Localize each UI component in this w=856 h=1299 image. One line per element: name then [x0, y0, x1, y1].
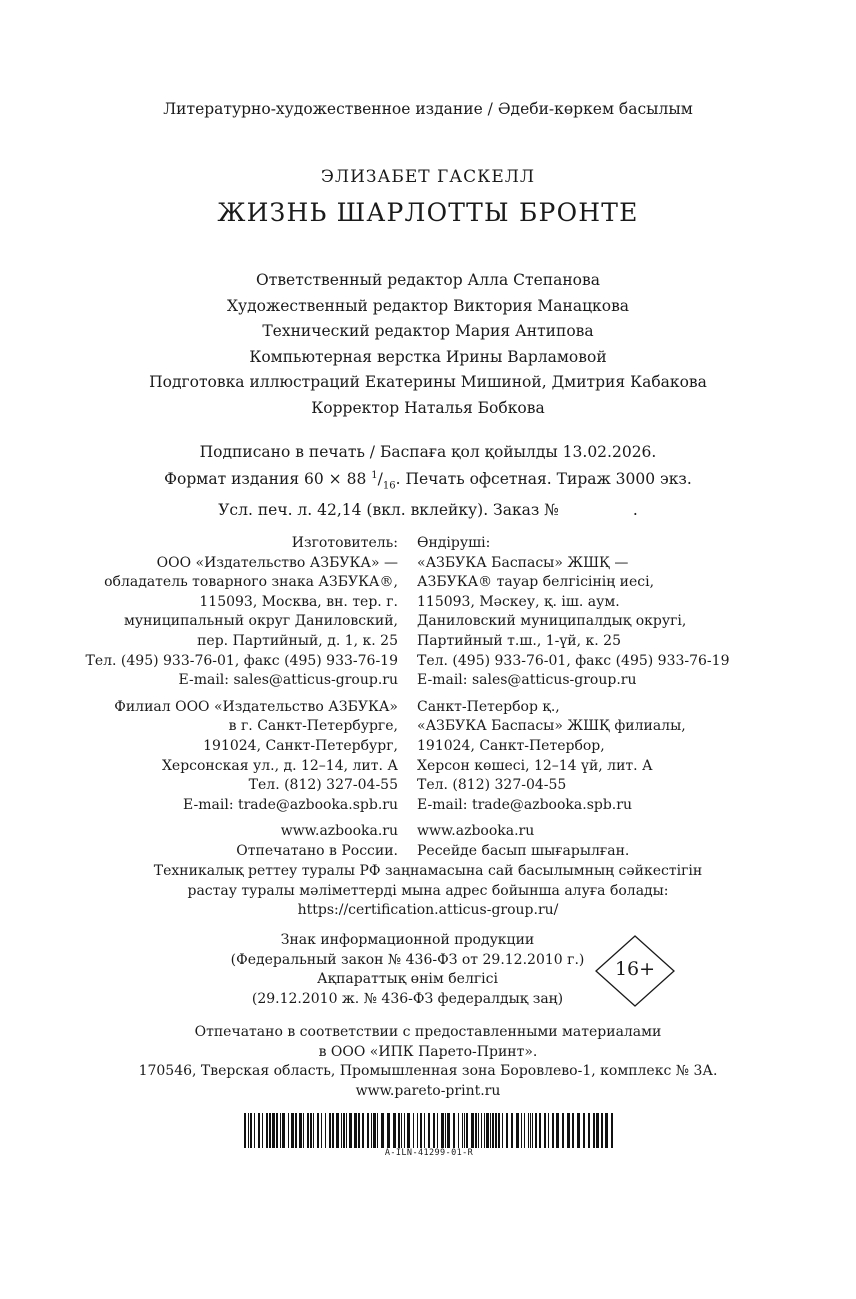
- text-line: муниципальный округ Даниловский,: [123, 613, 398, 630]
- publisher-info-russian: [86, 534, 398, 869]
- barcode-bar: [475, 1113, 477, 1148]
- barcode-bar: [413, 1113, 414, 1148]
- barcode-bar: [601, 1113, 603, 1148]
- credit-line: Ответственный редактор Алла Степанова: [256, 271, 600, 289]
- website-line: www.azbooka.ru: [280, 823, 398, 840]
- text-line: Даниловский муниципалдық округі,: [417, 613, 687, 630]
- barcode-bar: [502, 1113, 503, 1148]
- barcode-bar: [321, 1113, 322, 1148]
- text-line: 170546, Тверская область, Промышленная зона Боровлево-1, комплекс № 3А.: [138, 1063, 718, 1080]
- printer-website: www.pareto-print.ru: [355, 1082, 501, 1099]
- barcode-bar: [282, 1113, 285, 1148]
- barcode-bar: [310, 1113, 312, 1148]
- book-title: ЖИЗНЬ ШАРЛОТТЫ БРОНТЕ: [217, 198, 639, 227]
- barcode-bar: [358, 1113, 360, 1148]
- format-fraction-den: 16: [382, 480, 396, 492]
- series-line: Литературно-художественное издание / Әдеби-көркем басылым: [163, 100, 693, 118]
- barcode-bar: [398, 1113, 400, 1148]
- text-line: Ресейде басып шығарылған.: [417, 842, 630, 859]
- barcode-bar: [280, 1113, 281, 1148]
- barcode-bar: [447, 1113, 450, 1148]
- text-line: ООО «Издательство АЗБУКА» —: [156, 554, 398, 571]
- email-line: E-mail: trade@azbooka.spb.ru: [183, 796, 398, 813]
- barcode-bar: [498, 1113, 500, 1148]
- barcode-bar: [417, 1113, 418, 1148]
- barcode-bar: [299, 1113, 302, 1148]
- text-line: Санкт-Петербор қ.,: [417, 698, 560, 715]
- barcode-bar: [433, 1113, 435, 1148]
- credit-line: Художественный редактор Виктория Манацкова: [226, 296, 630, 315]
- staff-credits: [0, 268, 856, 422]
- barcode-bar: [428, 1113, 430, 1148]
- barcode-bar: [381, 1113, 384, 1148]
- barcode-bar: [420, 1113, 422, 1148]
- barcode-bar: [393, 1113, 396, 1148]
- barcode-bar: [471, 1113, 474, 1148]
- barcode-bar: [272, 1113, 275, 1148]
- barcode-bar: [583, 1113, 585, 1148]
- barcode-bar: [276, 1113, 278, 1148]
- text-line: Тел. (495) 933-76-01, факс (495) 933-76-19: [85, 652, 398, 669]
- barcode-bar: [401, 1113, 402, 1148]
- text-line: Филиал ООО «Издательство АЗБУКА»: [114, 698, 398, 715]
- barcode-bar: [464, 1113, 465, 1148]
- barcode-bar: [605, 1113, 608, 1148]
- text-line: Отпечатано в соответствии с предоставленными материалами: [194, 1024, 662, 1040]
- email-line: E-mail: sales@atticus-group.ru: [417, 672, 637, 689]
- format-fraction-num: 1: [371, 470, 378, 481]
- barcode-bar: [343, 1113, 345, 1148]
- certification-note: [0, 862, 856, 921]
- text-line: (29.12.2010 ж. № 436-ФЗ федералдық заң): [251, 990, 564, 1007]
- website-block: [417, 822, 729, 861]
- text-line: (Федеральный закон № 436-ФЗ от 29.12.2010 г.): [230, 951, 585, 968]
- text-line: Техникалық реттеу туралы РФ заңнамасына сай басылымның сәйкестігін: [153, 863, 703, 879]
- barcode-bar: [303, 1113, 304, 1148]
- barcode-bar: [367, 1113, 369, 1148]
- barcode-bar: [530, 1113, 531, 1148]
- text-line: Тел. (812) 327-04-55: [417, 777, 567, 794]
- barcode-bar: [528, 1113, 529, 1148]
- barcode-bar: [317, 1113, 319, 1148]
- barcode-bar: [437, 1113, 438, 1148]
- barcode-bar: [521, 1113, 522, 1148]
- barcode-bar: [377, 1113, 378, 1148]
- barcode-bar: [495, 1113, 497, 1148]
- barcode-bar: [371, 1113, 372, 1148]
- barcode-bar: [441, 1113, 444, 1148]
- barcode-bar: [336, 1113, 339, 1148]
- text-line: Тел. (812) 327-04-55: [248, 777, 398, 794]
- barcode-bar: [506, 1113, 508, 1148]
- text-line: пер. Партийный, д. 1, к. 25: [197, 632, 398, 649]
- branch-block: [417, 698, 729, 816]
- barcode-bar: [462, 1113, 463, 1148]
- printer-info: [0, 1023, 856, 1101]
- barcode-bar: [567, 1113, 570, 1148]
- text-line: «АЗБУКА Баспасы» ЖШҚ филиалы,: [417, 718, 686, 735]
- barcode-bar: [544, 1113, 546, 1148]
- barcode-bar: [478, 1113, 479, 1148]
- barcode-bar: [516, 1113, 519, 1148]
- barcode-bar: [354, 1113, 357, 1148]
- text-line: 115093, Мәскеу, қ. іш. аум.: [417, 593, 620, 610]
- barcode-bar: [562, 1113, 564, 1148]
- barcode-bar: [295, 1113, 297, 1148]
- barcode-bar: [577, 1113, 580, 1148]
- barcode-bar: [445, 1113, 446, 1148]
- text-line: Тел. (495) 933-76-01, факс (495) 933-76-19: [417, 652, 730, 669]
- website-line: www.azbooka.ru: [417, 823, 535, 840]
- barcode-bar: [373, 1113, 376, 1148]
- manufacturer-block: [417, 534, 729, 691]
- text-line: Знак информационной продукции: [280, 932, 535, 948]
- text-line: Отпечатано в России.: [236, 842, 398, 859]
- barcode-bar: [387, 1113, 390, 1148]
- barcode-bar: [486, 1113, 489, 1148]
- website-block: [86, 822, 398, 861]
- barcode-bar: [458, 1113, 459, 1148]
- barcode-image: [244, 1113, 614, 1148]
- barcode-bar: [362, 1113, 364, 1148]
- text-line: Херсонская ул., д. 12–14, лит. А: [161, 757, 398, 774]
- barcode-bar: [466, 1113, 468, 1148]
- barcode-bar: [539, 1113, 541, 1148]
- barcode-bar: [258, 1113, 260, 1148]
- barcode-bar: [535, 1113, 537, 1148]
- email-line: E-mail: trade@azbooka.spb.ru: [417, 796, 632, 813]
- barcode-bar: [511, 1113, 513, 1148]
- text-line: растау туралы мәліметтерді мына адрес бойынша алуға болады:: [187, 882, 669, 899]
- barcode-bar: [611, 1113, 613, 1148]
- barcode-bar: [492, 1113, 494, 1148]
- barcode-bar: [313, 1113, 314, 1148]
- publisher-info-kazakh: [417, 534, 729, 869]
- print-details: [0, 440, 856, 522]
- barcode-bar: [262, 1113, 263, 1148]
- text-line: «АЗБУКА Баспасы» ЖШҚ —: [417, 554, 629, 571]
- format-prefix: Формат издания 60 × 88: [164, 470, 372, 489]
- text-line: 191024, Санкт-Петербор,: [417, 737, 605, 754]
- barcode-bar: [588, 1113, 590, 1148]
- barcode-bar: [291, 1113, 294, 1148]
- barcode-bar: [407, 1113, 410, 1148]
- text-line: АЗБУКА® тауар белгісінің иесі,: [417, 574, 655, 591]
- info-product-sign: [200, 931, 615, 1009]
- credit-line: Технический редактор Мария Антипова: [262, 322, 594, 341]
- credit-line: Корректор Наталья Бобкова: [311, 398, 545, 417]
- sheets-line: Усл. печ. л. 42,14 (вкл. вклейку). Заказ № .: [218, 501, 638, 520]
- barcode-bar: [524, 1113, 525, 1148]
- barcode-bar: [349, 1113, 352, 1148]
- barcode-bar: [269, 1113, 271, 1148]
- text-line: Изготовитель:: [291, 535, 398, 551]
- barcode-bar: [490, 1113, 491, 1148]
- credit-line: Компьютерная верстка Ирины Варламовой: [249, 347, 607, 366]
- barcode-bar: [572, 1113, 574, 1148]
- text-line: в ООО «ИПК Парето-Принт».: [318, 1043, 538, 1060]
- text-line: 115093, Москва, вн. тер. г.: [199, 593, 398, 610]
- text-line: в г. Санкт-Петербурге,: [228, 718, 398, 735]
- text-line: Партийный т.ш., 1-үй, к. 25: [417, 632, 621, 649]
- barcode-bar: [329, 1113, 331, 1148]
- barcode-bar: [244, 1113, 246, 1148]
- text-line: Ақпараттық өнім белгісі: [317, 971, 498, 988]
- barcode-bar: [307, 1113, 309, 1148]
- text-line: обладатель товарного знака АЗБУКА®,: [104, 574, 398, 591]
- author-name: ЭЛИЗАБЕТ ГАСКЕЛЛ: [320, 167, 536, 187]
- age-rating: 16+: [614, 958, 656, 980]
- barcode-bar: [250, 1113, 252, 1148]
- barcode-caption: A-ILN-41299-01-R: [384, 1148, 474, 1158]
- barcode-bar: [332, 1113, 334, 1148]
- barcode-bar: [424, 1113, 425, 1148]
- barcode-bar: [288, 1113, 289, 1148]
- branch-block: [86, 698, 398, 816]
- barcode-bar: [325, 1113, 326, 1148]
- credit-line: Подготовка иллюстраций Екатерины Мишиной, Дмитрия Кабакова: [149, 373, 707, 392]
- barcode-bar: [341, 1113, 342, 1148]
- barcode-bar: [548, 1113, 549, 1148]
- barcode-bar: [481, 1113, 482, 1148]
- barcode-bar: [453, 1113, 455, 1148]
- format-line: [0, 464, 856, 498]
- barcode-bar: [254, 1113, 255, 1148]
- barcode-bar: [556, 1113, 559, 1148]
- barcode-bar: [532, 1113, 533, 1148]
- text-line: 191024, Санкт-Петербург,: [203, 737, 398, 754]
- format-suffix: . Печать офсетная. Тираж 3000 экз.: [395, 470, 692, 489]
- barcode-bar: [266, 1113, 268, 1148]
- certification-url: https://certification.atticus-group.ru/: [297, 902, 559, 919]
- barcode-bar: [552, 1113, 554, 1148]
- signed-line: Подписано в печать / Баспаға қол қойылды 13.02.2026.: [199, 443, 657, 461]
- barcode-bar: [346, 1113, 347, 1148]
- barcode-bar: [248, 1113, 249, 1148]
- barcode-bar: [484, 1113, 485, 1148]
- text-line: Өндіруші:: [417, 535, 491, 551]
- format-fraction-sep: /: [377, 470, 383, 489]
- text-line: Херсон көшесі, 12–14 үй, лит. А: [417, 757, 653, 774]
- barcode-bar: [593, 1113, 595, 1148]
- barcode-bar: [404, 1113, 405, 1148]
- manufacturer-block: [86, 534, 398, 691]
- barcode-bar: [596, 1113, 599, 1148]
- email-line: E-mail: sales@atticus-group.ru: [178, 672, 398, 689]
